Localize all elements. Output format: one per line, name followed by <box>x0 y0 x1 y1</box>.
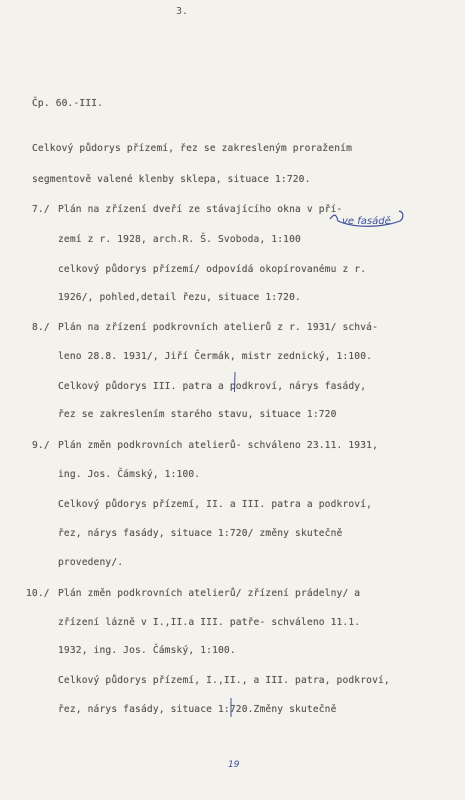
item-7-line-4: 1926/, pohled,detail řezu, situace 1:720. <box>58 292 301 303</box>
item-10-line-4: Celkový půdorys přízemí, I.,II., a III. patra, podkroví, <box>58 675 390 686</box>
intro-line-1: Celkový půdorys přízemí, řez se zakresleným proražením <box>32 143 352 154</box>
item-9-line-3: Celkový půdorys přízemí, II. a III. patra a podkroví, <box>58 499 373 510</box>
handwritten-folio: 19 <box>228 760 240 770</box>
item-9-line-4: řez, nárys fasády, situace 1:720/ změny skutečně <box>58 528 343 539</box>
item-7-line-1: Plán na zřízení dveří ze stávajícího okna v pří- <box>58 204 343 215</box>
item-9-number: 9./ <box>32 440 50 451</box>
page-number: 3. <box>176 6 189 17</box>
ink-correction-mark <box>227 697 235 719</box>
item-9-line-5: provedeny/. <box>58 557 124 568</box>
item-8-number: 8./ <box>32 322 50 333</box>
handwritten-insert: ve fasádě <box>342 216 391 227</box>
item-7-line-3: celkový půdorys přízemí/ odpovídá okopírovanému z r. <box>58 264 367 275</box>
item-8-line-3: Celkový půdorys III. patra a podkroví, nárys fasády, <box>58 381 367 392</box>
item-9-line-2: ing. Jos. Čámský, 1:100. <box>58 469 201 480</box>
item-7-line-2: zemí z r. 1928, arch.R. Š. Svoboda, 1:100 <box>58 234 301 245</box>
intro-line-2: segmentově valené klenby sklepa, situace 1:720. <box>32 174 311 185</box>
item-8-line-1: Plán na zřízení podkrovních atelierů z r. 1931/ schvá- <box>58 322 378 333</box>
ink-correction-mark <box>231 371 239 393</box>
item-8-line-2: leno 28.8. 1931/, Jiří Čermák, mistr zednický, 1:100. <box>58 351 373 362</box>
item-10-line-2: zřízení lázně v I.,II.a III. patře- schváleno 11.1. <box>58 617 361 628</box>
item-10-number: 10./ <box>26 588 50 599</box>
item-8-line-4: řez se zakreslením starého stavu, situace 1:720 <box>58 409 337 420</box>
item-7-number: 7./ <box>32 204 50 215</box>
document-heading: Čp. 60.-III. <box>32 98 104 109</box>
item-10-line-3: 1932, ing. Jos. Čámský, 1:100. <box>58 645 236 656</box>
item-9-line-1: Plán změn podkrovních atelierů- schváleno 23.11. 1931, <box>58 440 378 451</box>
item-10-line-1: Plán změn podkrovních atelierů/ zřízení prádelny/ a <box>58 588 361 599</box>
item-10-line-5: řez, nárys fasády, situace 1:720.Změny skutečně <box>58 704 337 715</box>
